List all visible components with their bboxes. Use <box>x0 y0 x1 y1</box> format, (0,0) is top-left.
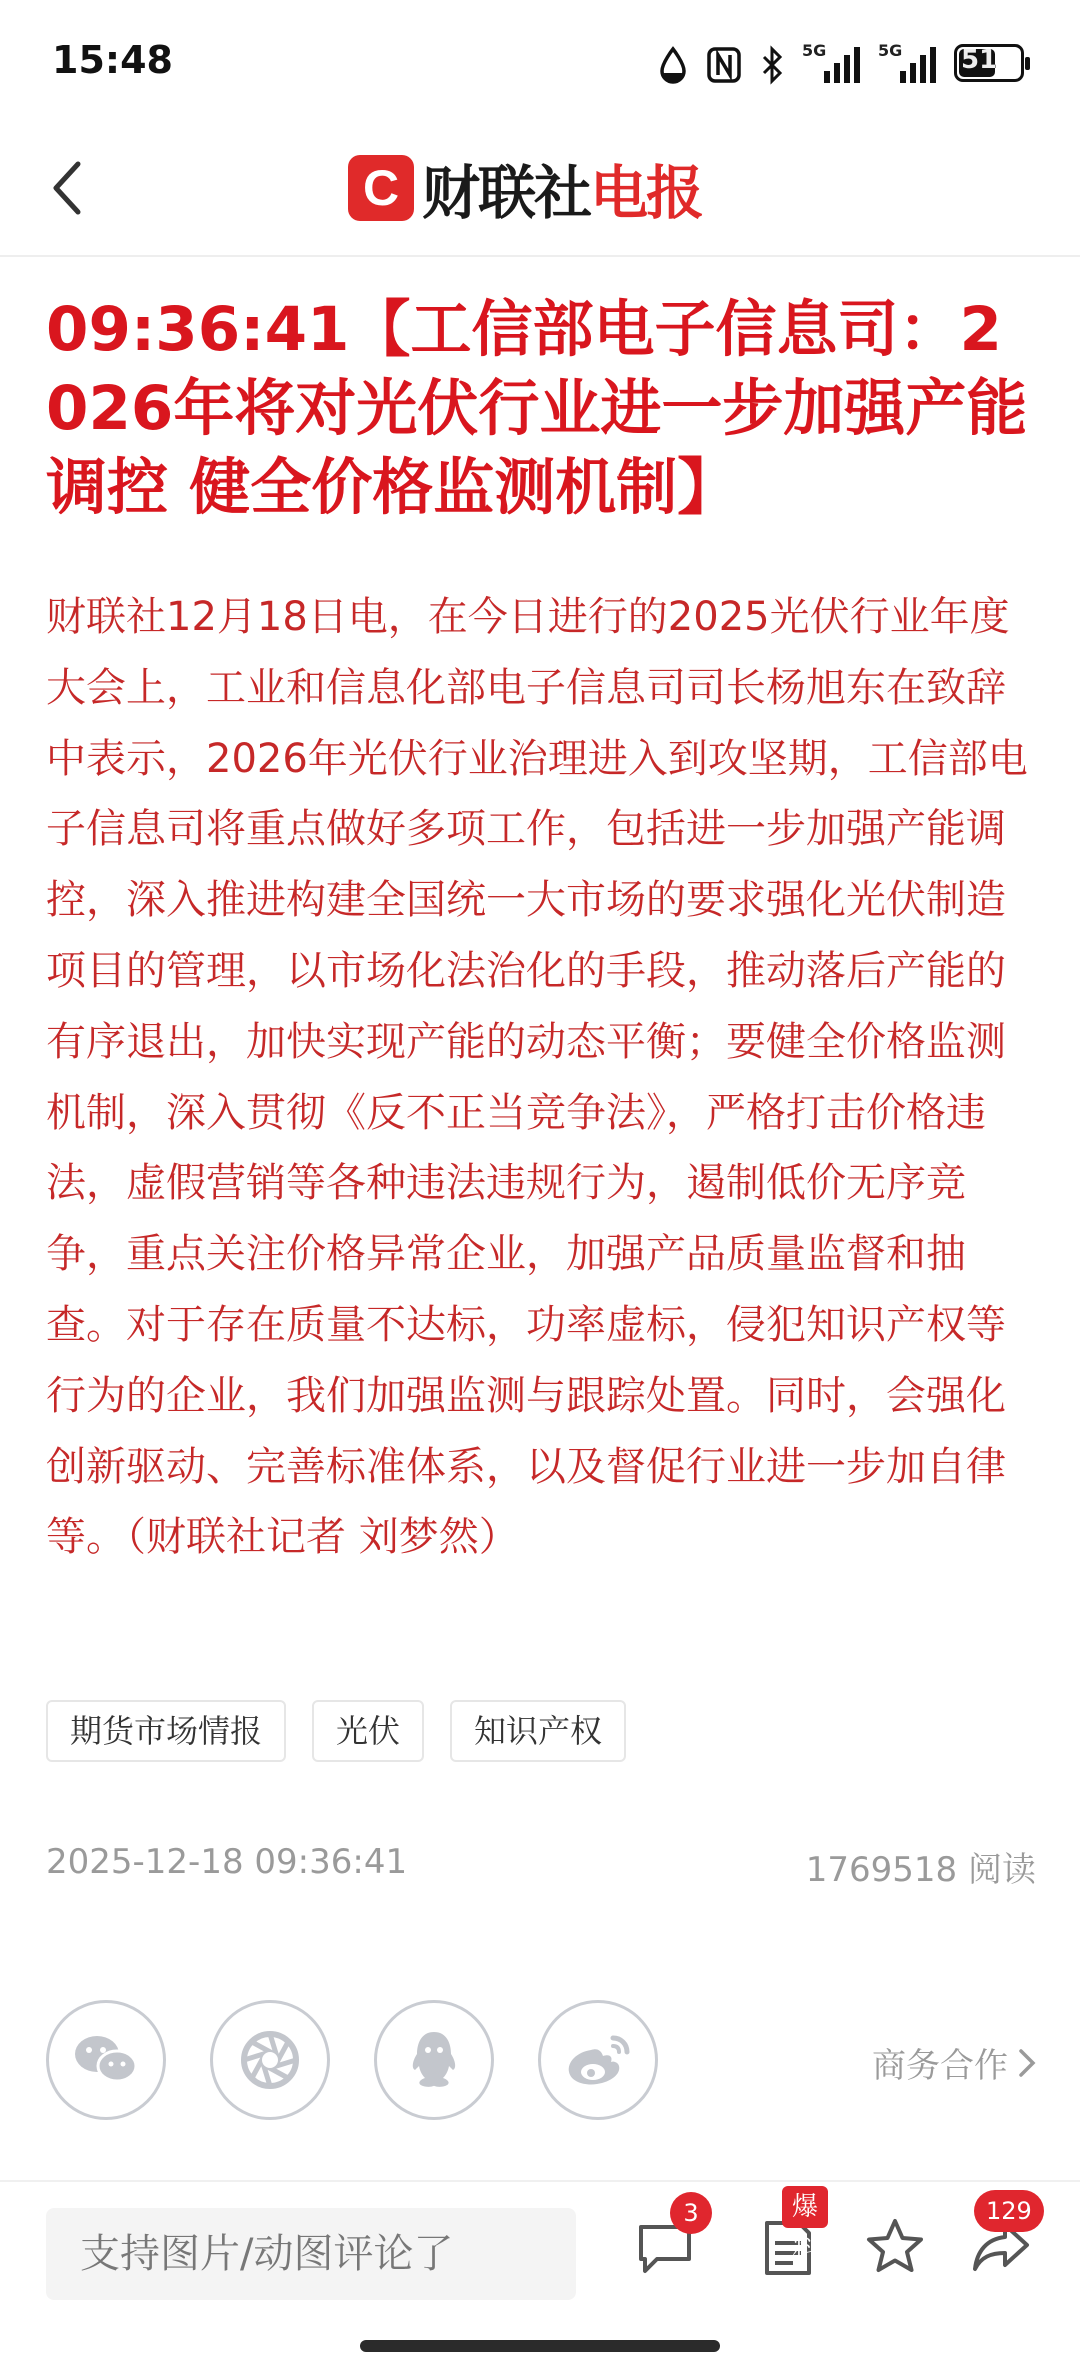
chevron-left-icon <box>48 158 84 218</box>
comment-input[interactable] <box>46 2208 576 2300</box>
share-weibo-button[interactable] <box>538 2000 658 2120</box>
comment-count-badge: 3 <box>670 2192 712 2234</box>
article-meta <box>46 1842 1036 1890</box>
business-cooperation-link[interactable] <box>872 2038 1036 2087</box>
logo-text-red: 电报 <box>590 159 703 227</box>
tag-futures-intel[interactable]: 期货市场情报 <box>46 1700 286 1762</box>
read-count: 1769518 阅读 <box>805 1850 1036 1890</box>
article-headline: 09:36:41【工信部电子信息司：2026年将对光伏行业进一步加强产能调控 健全价格监测机制】 <box>46 294 1028 523</box>
comments-button[interactable] <box>630 2199 700 2282</box>
data-saver-icon <box>658 41 688 85</box>
tip-label-badge: 爆料 <box>782 2186 828 2228</box>
signal-5g-icon-2: 5G <box>878 41 936 85</box>
share-count-badge: 129 <box>974 2190 1044 2232</box>
tag-list <box>46 1700 626 1762</box>
nfc-icon <box>706 41 742 85</box>
moments-icon <box>238 2028 302 2092</box>
share-moments-button[interactable] <box>210 2000 330 2120</box>
status-bar <box>0 0 1080 120</box>
logo-text-black: 财联社 <box>422 159 591 227</box>
tag-ip[interactable]: 知识产权 <box>450 1700 626 1762</box>
logo-badge: C <box>348 155 414 221</box>
battery-level: 51 <box>961 45 998 75</box>
chevron-right-icon <box>1018 2048 1036 2078</box>
share-row <box>46 2000 1036 2124</box>
tip-report-button[interactable] <box>752 2192 822 2282</box>
share-button[interactable] <box>966 2197 1036 2282</box>
battery-icon <box>954 44 1024 82</box>
share-qq-button[interactable] <box>374 2000 494 2120</box>
publish-time: 2025-12-18 09:36:41 <box>46 1842 408 1882</box>
home-indicator[interactable] <box>360 2340 720 2352</box>
status-icons <box>658 38 1024 88</box>
app-logo <box>348 148 702 228</box>
share-wechat-button[interactable] <box>46 2000 166 2120</box>
star-icon <box>864 2216 926 2278</box>
article-body: 财联社12月18日电，在今日进行的2025光伏行业年度大会上，工业和信息化部电子信息司司长杨旭东在致辞中表示，2026年光伏行业治理进入到攻坚期，工信部电子信息司将重点做好多项工作，包括进一步加强产能调控，深入推进构建全国统一大市场的要求强化光伏制造项目的管理，以市场化法治化的手段，推动落后产能的有序退出，加快实现产能的动态平衡；要健全价格监测机制，深入贯彻《反不正当竞争法》，严格打击价格违法，虚假营销等各种违法违规行为，遏制低价无序竞争，重点关注价格异常企业，加强产品质量监督和抽查。对于存在质量不达标，功率虚标，侵犯知识产权等行为的企业，我们加强监测与跟踪处置。同时，会强化创新驱动、完善标准体系，以及督促行业进一步加自律等。（财联社记者 刘梦然） <box>46 594 1028 1561</box>
app-header <box>0 120 1080 257</box>
bluetooth-icon <box>760 41 784 85</box>
qq-icon <box>407 2028 461 2092</box>
status-time: 15:48 <box>52 38 173 82</box>
tag-photovoltaic[interactable]: 光伏 <box>312 1700 424 1762</box>
favorite-button[interactable] <box>860 2212 930 2282</box>
business-cooperation-label: 商务合作 <box>872 2046 1008 2086</box>
back-button[interactable] <box>36 156 96 220</box>
weibo-icon <box>563 2030 633 2090</box>
wechat-icon <box>71 2030 141 2090</box>
signal-5g-icon-1: 5G <box>802 41 860 85</box>
